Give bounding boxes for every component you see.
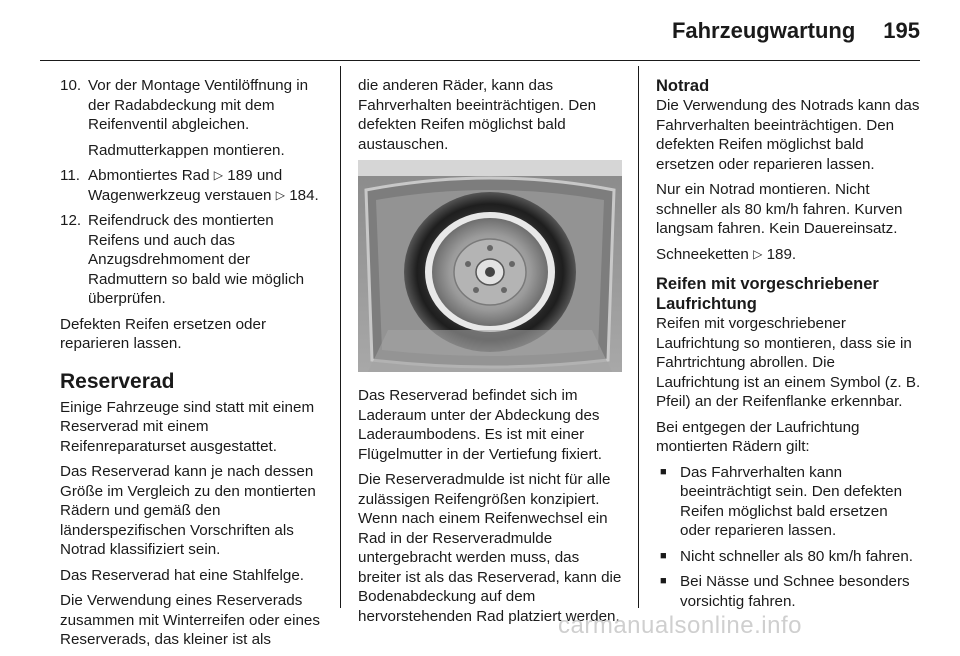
header-title: Fahrzeugwartung: [671, 18, 856, 43]
list-item: ■ Das Fahrverhalten kann beeinträchtigt sein. Den defekten Reifen möglichst bald ersetzen oder reparieren lassen.: [656, 463, 922, 541]
paragraph: Nur ein Notrad montieren. Nicht schneller als 80 km/h fahren. Kurven langsam fahren. Kein Dauereinsatz.: [656, 181, 903, 237]
page-reference-link[interactable]: 189: [227, 167, 253, 184]
step-text: Vor der Montage Ventilöffnung in der Radabdeckung mit dem Reifenventil abgleichen.: [88, 77, 309, 133]
paragraph: Die Reserveradmulde ist nicht für alle zulässigen Reifengrößen konzipiert. Wenn nach einem Reifenwechsel ein Rad in der Reserveradmulde untergebracht werden muss, das breiter ist als das Reserverad, kann die Bodenabdeckung auf dem hervorstehenden Rad platziert werden.: [358, 471, 622, 625]
page-reference-link[interactable]: 184.: [289, 186, 319, 204]
paragraph: die anderen Räder, kann das Fahrverhalten beeinträchtigen. Den defekten Reifen möglichst bald austauschen.: [358, 77, 597, 153]
spare-wheel-photo: [358, 160, 622, 372]
paragraph: Das Reserverad befindet sich im Laderaum unter der Abdeckung des Laderaumbodens. Es ist mit einer Flügelmutter in der Vertiefung fixiert.: [358, 387, 602, 463]
column-middle: [358, 76, 624, 632]
step-subtext: Radmutterkappen montieren.: [88, 141, 285, 159]
step-text: Reifendruck des montierten Reifens und auch das Anzugsdrehmoment der Radmuttern so bald wie möglich überprüfen.: [88, 212, 305, 307]
triangle-right-icon: ▷: [753, 246, 763, 261]
page-reference-link[interactable]: 189.: [766, 245, 797, 263]
page-header: [672, 18, 920, 44]
step-text: Abmontiertes Rad ▷ 189 und Wagenwerkzeug verstauen ▷ 184.: [88, 167, 319, 204]
paragraph: Reifen mit vorgeschriebener Laufrichtung so montieren, dass sie in Fahrtrichtung abrollen. Die Laufrichtung ist an einem Symbol (z. B. Pfeil) an der Reifenflanke erkennbar.: [656, 315, 921, 410]
column-left: [60, 76, 326, 656]
paragraph: Einige Fahrzeuge sind statt mit einem Reserverad mit einem Reifenreparaturset ausgestattet.: [60, 398, 315, 455]
paragraph: Das Reserverad kann je nach dessen Größe im Vergleich zu den montierten Rädern und gemäß den länderspezifischen Vorschriften als Notrad klassifiziert sein.: [60, 463, 316, 558]
step-item: [60, 76, 326, 160]
square-bullet-icon: ■: [660, 465, 667, 478]
section-heading: Reserverad: [60, 369, 175, 393]
paragraph: Das Reserverad hat eine Stahlfelge.: [60, 566, 304, 584]
paragraph: Die Verwendung des Notrads kann das Fahrverhalten beeinträchtigen. Den defekten Reifen möglichst bald ersetzen oder reparieren lassen.: [656, 97, 920, 173]
header-rule: [40, 60, 920, 61]
page-number: 195: [883, 18, 920, 43]
step-item: [60, 166, 326, 205]
watermark: carmanualsonline.info: [558, 612, 802, 639]
triangle-right-icon: ▷: [213, 168, 224, 182]
step-number: 12.: [60, 212, 82, 229]
section-heading: Notrad: [656, 77, 710, 95]
paragraph: Defekten Reifen ersetzen oder reparieren lassen.: [60, 315, 266, 352]
square-bullet-icon: ■: [660, 549, 667, 562]
square-bullet-icon: ■: [660, 575, 667, 587]
bullet-list: [656, 463, 922, 612]
column-right: [656, 76, 922, 617]
column-divider: [340, 66, 341, 608]
paragraph: Schneeketten ▷ 189.: [656, 245, 797, 263]
step-item: [60, 211, 326, 309]
step-number: 10.: [60, 77, 82, 94]
step-number: 11.: [60, 167, 80, 184]
triangle-right-icon: ▷: [275, 187, 285, 202]
step-list: [60, 76, 326, 309]
paragraph: Bei entgegen der Laufrichtung montierten Rädern gilt:: [656, 418, 860, 455]
column-divider: [638, 66, 639, 608]
section-heading: Reifen mit vorgeschriebener Laufrichtung: [656, 275, 879, 313]
list-item: ■ Nicht schneller als 80 km/h fahren.: [656, 547, 922, 567]
paragraph: Die Verwendung eines Reserverads zusammen mit Winterreifen oder eines Reserverads, das kleiner ist als: [60, 592, 320, 648]
list-item: ■ Bei Nässe und Schnee besonders vorsichtig fahren.: [656, 572, 922, 611]
